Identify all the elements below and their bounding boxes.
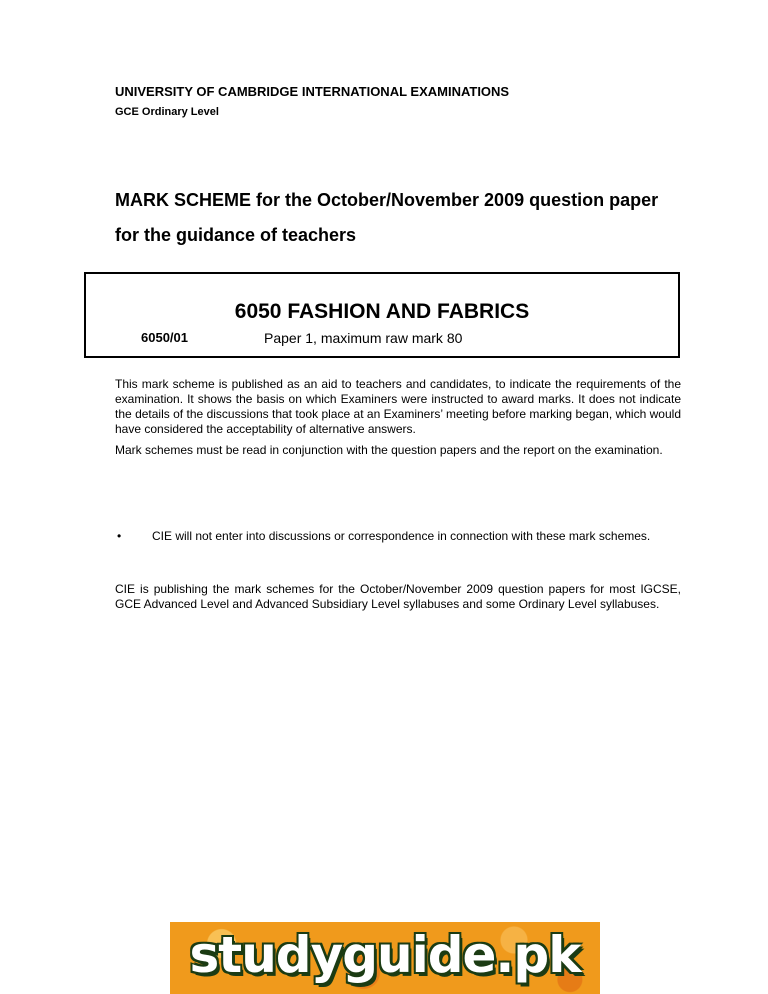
subject-box <box>84 272 680 358</box>
paper-code: 6050/01 <box>141 330 188 345</box>
paper-description: Paper 1, maximum raw mark 80 <box>264 330 463 346</box>
document-title-line1: MARK SCHEME for the October/November 2009 question paper <box>115 190 659 210</box>
intro-paragraph: This mark scheme is published as an aid to teachers and candidates, to indicate the requirements of the examination. It shows the basis on which Examiners were instructed to award marks. It does not indicate the details of the discussions that took place at an Examiners’ meeting before marking began, which would have considered the acceptability of alternative answers. <box>115 377 681 436</box>
subject-title: 6050 FASHION AND FABRICS <box>234 300 530 323</box>
organisation-name: UNIVERSITY OF CAMBRIDGE INTERNATIONAL EXAMINATIONS <box>115 84 510 99</box>
publishing-paragraph: CIE is publishing the mark schemes for the October/November 2009 question papers for most IGCSE, GCE Advanced Level and Advanced Subsidiary Level syllabuses and some Ordinary Level syllabuses. <box>115 582 681 611</box>
logo-text: studyguide.pk <box>189 926 581 984</box>
qualification-level: GCE Ordinary Level <box>115 106 219 118</box>
conjunction-paragraph: Mark schemes must be read in conjunction with the question papers and the report on the examination. <box>115 443 663 457</box>
studyguide-logo <box>170 922 600 994</box>
bullet-icon: • <box>117 529 122 543</box>
bullet-item: CIE will not enter into discussions or correspondence in connection with these mark schemes. <box>152 529 651 543</box>
document-title-line2: for the guidance of teachers <box>115 225 357 245</box>
